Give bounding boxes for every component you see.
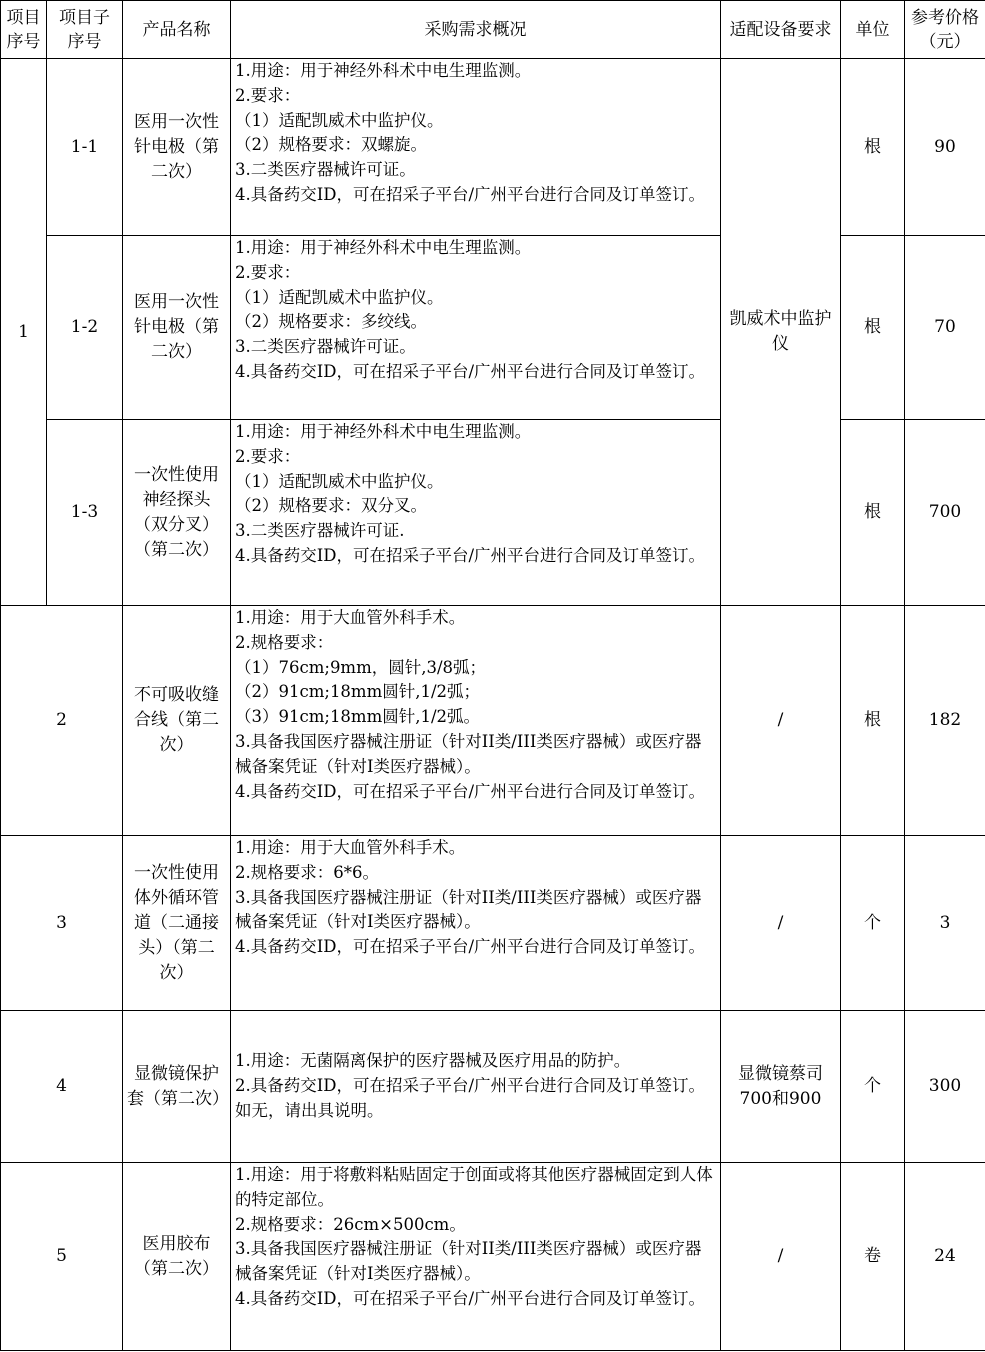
- header-product-name: 产品名称: [123, 1, 231, 59]
- price-cell: 300: [905, 1011, 985, 1163]
- unit-cell: 个: [841, 836, 905, 1011]
- project-no-cell: 5: [1, 1163, 123, 1351]
- product-name-cell: 不可吸收缝合线（第二次）: [123, 606, 231, 836]
- header-project-no: 项目序号: [1, 1, 47, 59]
- table-row: [1, 1011, 985, 1163]
- price-cell: 90: [905, 59, 985, 236]
- adapt-device-cell: /: [721, 606, 841, 836]
- requirements-cell: 1.用途：用于将敷料粘贴固定于创面或将其他医疗器械固定到人体的特定部位。 2.规格要求：26cm×500cm。 3.具备我国医疗器械注册证（针对II类/III类医疗器械）或医疗器械备案凭证（针对I类医疗器械）。 4.具备药交ID，可在招采子平台/广州平台进行合同及订单签订。: [231, 1163, 721, 1351]
- unit-cell: 卷: [841, 1163, 905, 1351]
- price-cell: 3: [905, 836, 985, 1011]
- unit-cell: 根: [841, 606, 905, 836]
- requirements-cell: 1.用途：无菌隔离保护的医疗器械及医疗用品的防护。 2.具备药交ID，可在招采子平台/广州平台进行合同及订单签订。如无，请出具说明。: [231, 1011, 721, 1163]
- adapt-device-cell: /: [721, 836, 841, 1011]
- product-name-cell: 显微镜保护套（第二次）: [123, 1011, 231, 1163]
- unit-cell: 根: [841, 236, 905, 420]
- sub-no-cell: 1-3: [47, 420, 123, 606]
- header-adapt-device: 适配设备要求: [721, 1, 841, 59]
- requirements-cell: 1.用途：用于大血管外科手术。 2.规格要求：6*6。 3.具备我国医疗器械注册证（针对II类/III类医疗器械）或医疗器械备案凭证（针对I类医疗器械）。 4.具备药交ID，可在招采子平台/广州平台进行合同及订单签订。: [231, 836, 721, 1011]
- project-no-cell: 2: [1, 606, 123, 836]
- table-row: [1, 836, 985, 1011]
- table-row: [1, 606, 985, 836]
- unit-cell: 根: [841, 59, 905, 236]
- product-name-cell: 医用胶布（第二次）: [123, 1163, 231, 1351]
- project-no-cell: 3: [1, 836, 123, 1011]
- product-name-cell: 一次性使用体外循环管道（二通接头）（第二次）: [123, 836, 231, 1011]
- price-cell: 70: [905, 236, 985, 420]
- unit-cell: 个: [841, 1011, 905, 1163]
- product-name-cell: 医用一次性针电极（第二次）: [123, 59, 231, 236]
- table-row: [1, 1163, 985, 1351]
- header-unit: 单位: [841, 1, 905, 59]
- project-no-cell: 1: [1, 59, 47, 606]
- requirements-cell: 1.用途：用于神经外科术中电生理监测。 2.要求： （1）适配凯威术中监护仪。 （2）规格要求：双分叉。 3.二类医疗器械许可证. 4.具备药交ID，可在招采子平台/广州平台进行合同及订单签订。: [231, 420, 721, 606]
- table-row: [1, 59, 985, 236]
- requirements-cell: 1.用途：用于大血管外科手术。 2.规格要求： （1）76cm;9mm，圆针,3/8弧； （2）91cm;18mm圆针,1/2弧； （3）91cm;18mm圆针,1/2弧。 3.具备我国医疗器械注册证（针对II类/III类医疗器械）或医疗器械备案凭证（针对I类医疗器械）。 4.具备药交ID，可在招采子平台/广州平台进行合同及订单签订。: [231, 606, 721, 836]
- requirements-cell: 1.用途：用于神经外科术中电生理监测。 2.要求： （1）适配凯威术中监护仪。 （2）规格要求：多绞线。 3.二类医疗器械许可证。 4.具备药交ID，可在招采子平台/广州平台进行合同及订单签订。: [231, 236, 721, 420]
- sub-no-cell: 1-1: [47, 59, 123, 236]
- header-sub-no: 项目子序号: [47, 1, 123, 59]
- header-requirements: 采购需求概况: [231, 1, 721, 59]
- header-row: [1, 1, 985, 59]
- price-cell: 700: [905, 420, 985, 606]
- adapt-device-cell: 凯威术中监护仪: [721, 59, 841, 606]
- price-cell: 24: [905, 1163, 985, 1351]
- unit-cell: 根: [841, 420, 905, 606]
- sub-no-cell: 1-2: [47, 236, 123, 420]
- price-cell: 182: [905, 606, 985, 836]
- project-no-cell: 4: [1, 1011, 123, 1163]
- product-name-cell: 医用一次性针电极（第二次）: [123, 236, 231, 420]
- requirements-cell: 1.用途：用于神经外科术中电生理监测。 2.要求： （1）适配凯威术中监护仪。 （2）规格要求：双螺旋。 3.二类医疗器械许可证。 4.具备药交ID，可在招采子平台/广州平台进行合同及订单签订。: [231, 59, 721, 236]
- header-ref-price: 参考价格（元）: [905, 1, 985, 59]
- adapt-device-cell: 显微镜蔡司700和900: [721, 1011, 841, 1163]
- product-name-cell: 一次性使用神经探头（双分叉）（第二次）: [123, 420, 231, 606]
- adapt-device-cell: /: [721, 1163, 841, 1351]
